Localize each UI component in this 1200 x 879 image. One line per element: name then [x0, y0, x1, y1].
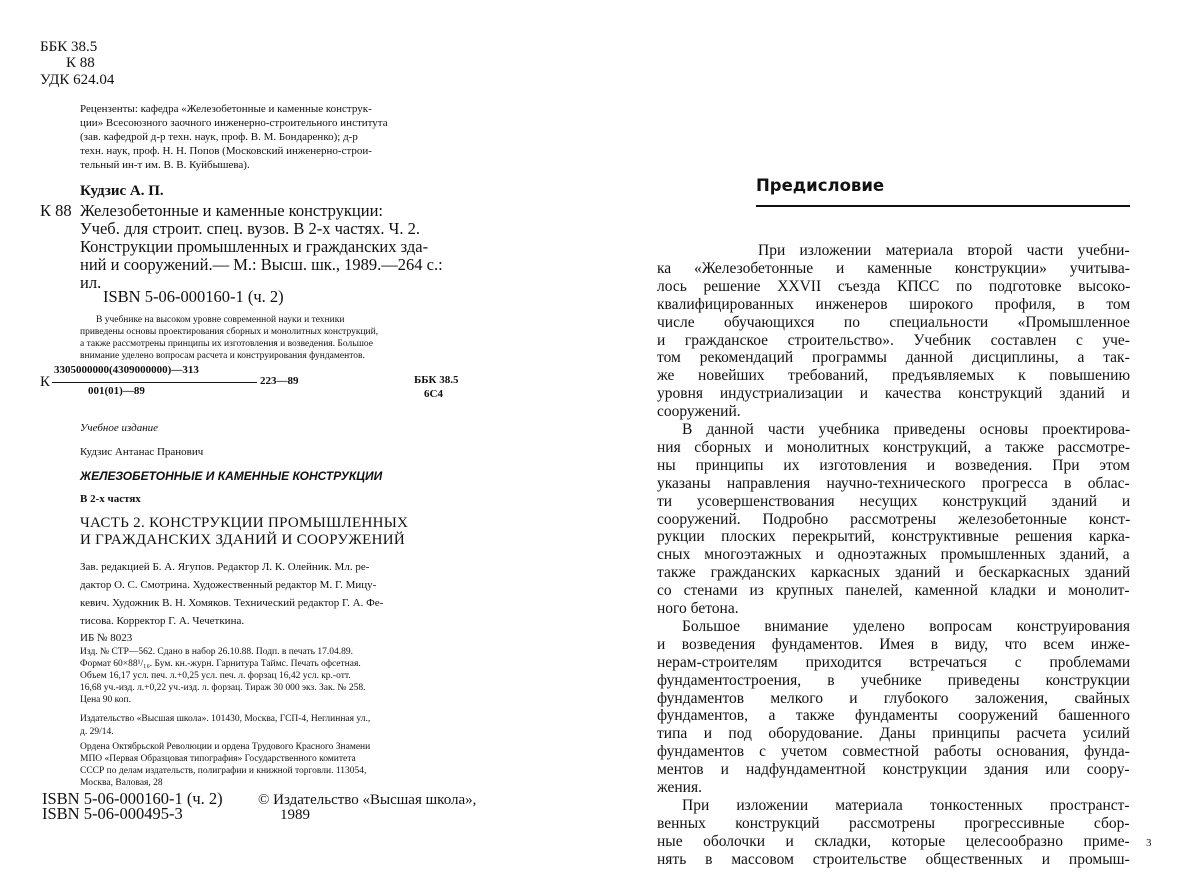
preface-line: ти усовершенствования несущих конструкций зданий и: [657, 492, 1131, 510]
preface-line: и возведения фундаментов. Имея в виду, что всем инже-: [657, 635, 1130, 653]
preface-line: числе обучающихся по специальности «Промышленное: [657, 313, 1130, 331]
abstract-line: приведены основы проектирования сборных и монолитных конструкций,: [80, 327, 379, 337]
part-title-1: ЧАСТЬ 2. КОНСТРУКЦИИ ПРОМЫШЛЕННЫХ: [80, 515, 409, 531]
right-page: [600, 0, 1200, 879]
preface-line: сооружений.: [657, 403, 741, 421]
author-name: Кудзис Антанас Пранович: [80, 446, 204, 458]
preface-line: фундаментов, а также фундаменты сооружений башенного: [657, 707, 1130, 725]
preface-line: также гражданских каркасных зданий и бескаркасных зданий: [657, 564, 1131, 582]
heading-rule: [756, 205, 1130, 207]
preface-line: лось решение XXVII съезда КПСС по подготовке высоко-: [657, 277, 1131, 295]
preface-line: указаны направления научно-технического прогресса в облас-: [657, 474, 1130, 492]
printer-line: Москва, Валовая, 28: [80, 778, 163, 788]
preface-line: сооружений. Подробно рассмотрены железобетонные конст-: [657, 510, 1131, 528]
preface-line: рукции плоских перекрытий, конструктивные решения карка-: [657, 528, 1131, 546]
preface-line: жения.: [657, 779, 702, 796]
abstract-line: В учебнике на высоком уровне современной науки и техники: [96, 315, 345, 325]
edition-type: Учебное издание: [80, 422, 159, 434]
preface-line: ния сборных и монолитных конструкций, а также рассмотре-: [657, 438, 1131, 456]
abstract-line: а также рассмотрены принципы их изготовления и возведения. Большое: [80, 339, 373, 349]
print-info-line: Изд. № СТР—562. Сдано в набор 26.10.88. Подп. в печать 17.04.89.: [80, 647, 354, 657]
copyright-line: © Издательство «Высшая школа»,: [258, 792, 477, 808]
preface-line: фундаментостроения, в учебнике приведены конструкции: [657, 671, 1130, 689]
preface-line: ка «Железобетонные и каменные конструкции» учитыва-: [657, 259, 1130, 277]
bbk-code: ББК 38.5: [40, 39, 98, 55]
printer-line: МПО «Первая Образцовая типография» Государственного комитета: [80, 754, 356, 764]
k88-code: К 88: [66, 55, 95, 71]
book-desc-line: ил.: [80, 273, 102, 292]
editors-line: кевич. Художник В. Н. Хомяков. Технический редактор Г. А. Фе-: [80, 597, 384, 609]
reviewers-line: Рецензенты: кафедра «Железобетонные и каменные конструк-: [80, 103, 372, 115]
preface-line: сных многоэтажных и одноэтажных промышленных зданий, а: [657, 546, 1130, 564]
book-desc-line: Учеб. для строит. спец. вузов. В 2-х частях. Ч. 2.: [80, 219, 420, 238]
formula-k: К: [40, 374, 51, 390]
formula-right: 223—89: [260, 375, 299, 387]
book-title: ЖЕЛЕЗОБЕТОННЫЕ И КАМЕННЫЕ КОНСТРУКЦИИ: [80, 469, 383, 483]
preface-line: ного бетона.: [657, 600, 739, 617]
print-info-line: 16,68 уч.-изд. л.+0,22 уч.-изд. л. форзац. Тираж 30 000 экз. Зак. № 258.: [80, 683, 366, 693]
isbn-part2: ISBN 5-06-000160-1 (ч. 2): [103, 287, 284, 306]
preface-line: квалифицированных инженеров широкого профиля, в том: [657, 295, 1131, 313]
bbk-code-2b: 6С4: [424, 388, 443, 400]
editors-line: дактор О. С. Смотрина. Художественный редактор М. Г. Мицу-: [80, 579, 377, 591]
author-heading: Кудзис А. П.: [80, 183, 164, 199]
preface-line: В данной части учебника приведены основы проектирова-: [682, 421, 1131, 438]
preface-line: уровня индустриализации и качества конструкций зданий и: [657, 385, 1130, 403]
book-desc-line: Железобетонные и каменные конструкции:: [80, 201, 384, 220]
publisher-line: Издательство «Высшая школа». 101430, Москва, ГСП-4, Неглинная ул.,: [80, 714, 371, 724]
reviewers-line: техн. наук, проф. Н. Н. Попов (Московский инженерно-строи-: [80, 145, 372, 157]
preface-line: фундаментов мелкого и глубокого заложения, свайных: [657, 689, 1130, 707]
preface-line: и гражданское строительство». Учебник составлен с уче-: [657, 331, 1130, 349]
preface-line: со стенами из крупных панелей, каменной кладки и монолит-: [657, 582, 1130, 600]
catalog-mark: К 88: [40, 201, 72, 220]
preface-line: При изложении материала тонкостенных пространст-: [682, 796, 1130, 814]
preface-heading: Предисловие: [756, 176, 885, 195]
preface-line: ны принципы их изготовления и возведения. При этом: [657, 456, 1130, 474]
formula-divider: [52, 382, 257, 383]
print-info-line: Объем 16,17 усл. печ. л.+0,25 усл. печ. л. форзац 16,42 усл. кр.-отт.: [80, 671, 351, 681]
part-title-2: И ГРАЖДАНСКИХ ЗДАНИЙ И СООРУЖЕНИЙ: [80, 532, 406, 548]
publisher-line: д. 29/14.: [80, 727, 114, 737]
book-desc-line: ний и сооружений.— М.: Высш. шк., 1989.—264 с.:: [80, 255, 443, 274]
page-number: 3: [1146, 837, 1152, 849]
reviewers-line: тельный ин-т им. В. В. Куйбышева).: [80, 159, 250, 171]
parts-note: В 2-х частях: [80, 493, 141, 505]
print-info-line: Формат 60×88¹/₁₆. Бум. кн.-журн. Гарнитура Таймс. Печать офсетная.: [80, 659, 361, 669]
printer-line: СССР по делам издательств, полиграфии и книжной торговли. 113054,: [80, 766, 367, 776]
print-info-line: Цена 90 коп.: [80, 695, 131, 705]
reviewers-line: ции» Всесоюзного заочного инженерно-строительного института: [80, 117, 388, 129]
preface-line: ные оболочки и складки, которые целесообразно приме-: [657, 832, 1130, 850]
preface-line: ментов и надфундаментной конструкции здания или соору-: [657, 761, 1130, 779]
formula-denominator: 001(01)—89: [88, 385, 145, 397]
preface-line: нять в массовом строительстве общественных и промыш-: [657, 850, 1130, 868]
printer-line: Ордена Октябрьской Революции и ордена Трудового Красного Знамени: [80, 742, 371, 752]
copyright-year: 1989: [280, 807, 310, 823]
preface-line: типа и под оборудование. Даны принципы расчета усилий: [657, 725, 1130, 743]
preface-line: нерам-строителям приходится встречаться с проблемами: [657, 653, 1131, 671]
abstract-line: внимание уделено вопросам расчета и конструирования фундаментов.: [80, 351, 365, 361]
formula-numerator: 3305000000(4309000000)—313: [54, 364, 199, 376]
editors-line: тисова. Корректор Г. А. Чечеткина.: [80, 615, 245, 627]
preface-line: венных конструкций рассмотрены прогрессивные сбор-: [657, 814, 1130, 832]
bbk-code-2: ББК 38.5: [414, 374, 459, 386]
preface-line: Большое внимание уделено вопросам конструирования: [682, 617, 1130, 635]
preface-line: том рекомендаций программы данной дисциплины, а так-: [657, 349, 1130, 367]
isbn-set: ISBN 5-06-000495-3: [42, 804, 183, 823]
reviewers-line: (зав. кафедрой д-р техн. наук, проф. В. М. Бондаренко); д-р: [80, 131, 358, 143]
ib-number: ИБ № 8023: [80, 632, 133, 644]
editors-line: Зав. редакцией Б. А. Ягупов. Редактор Л. К. Олейник. Мл. ре-: [80, 561, 370, 573]
udk-code: УДК 624.04: [40, 72, 115, 88]
isbn-volume: ISBN 5-06-000160-1 (ч. 2): [42, 789, 223, 808]
book-desc-line: Конструкции промышленных и гражданских зда-: [80, 237, 429, 256]
preface-line: фундаментов с учетом совместной работы основания, фунда-: [657, 743, 1130, 761]
preface-line: При изложении материала второй части учебни-: [758, 242, 1130, 259]
preface-line: же новейших требований, предъявляемых к повышению: [657, 367, 1131, 385]
